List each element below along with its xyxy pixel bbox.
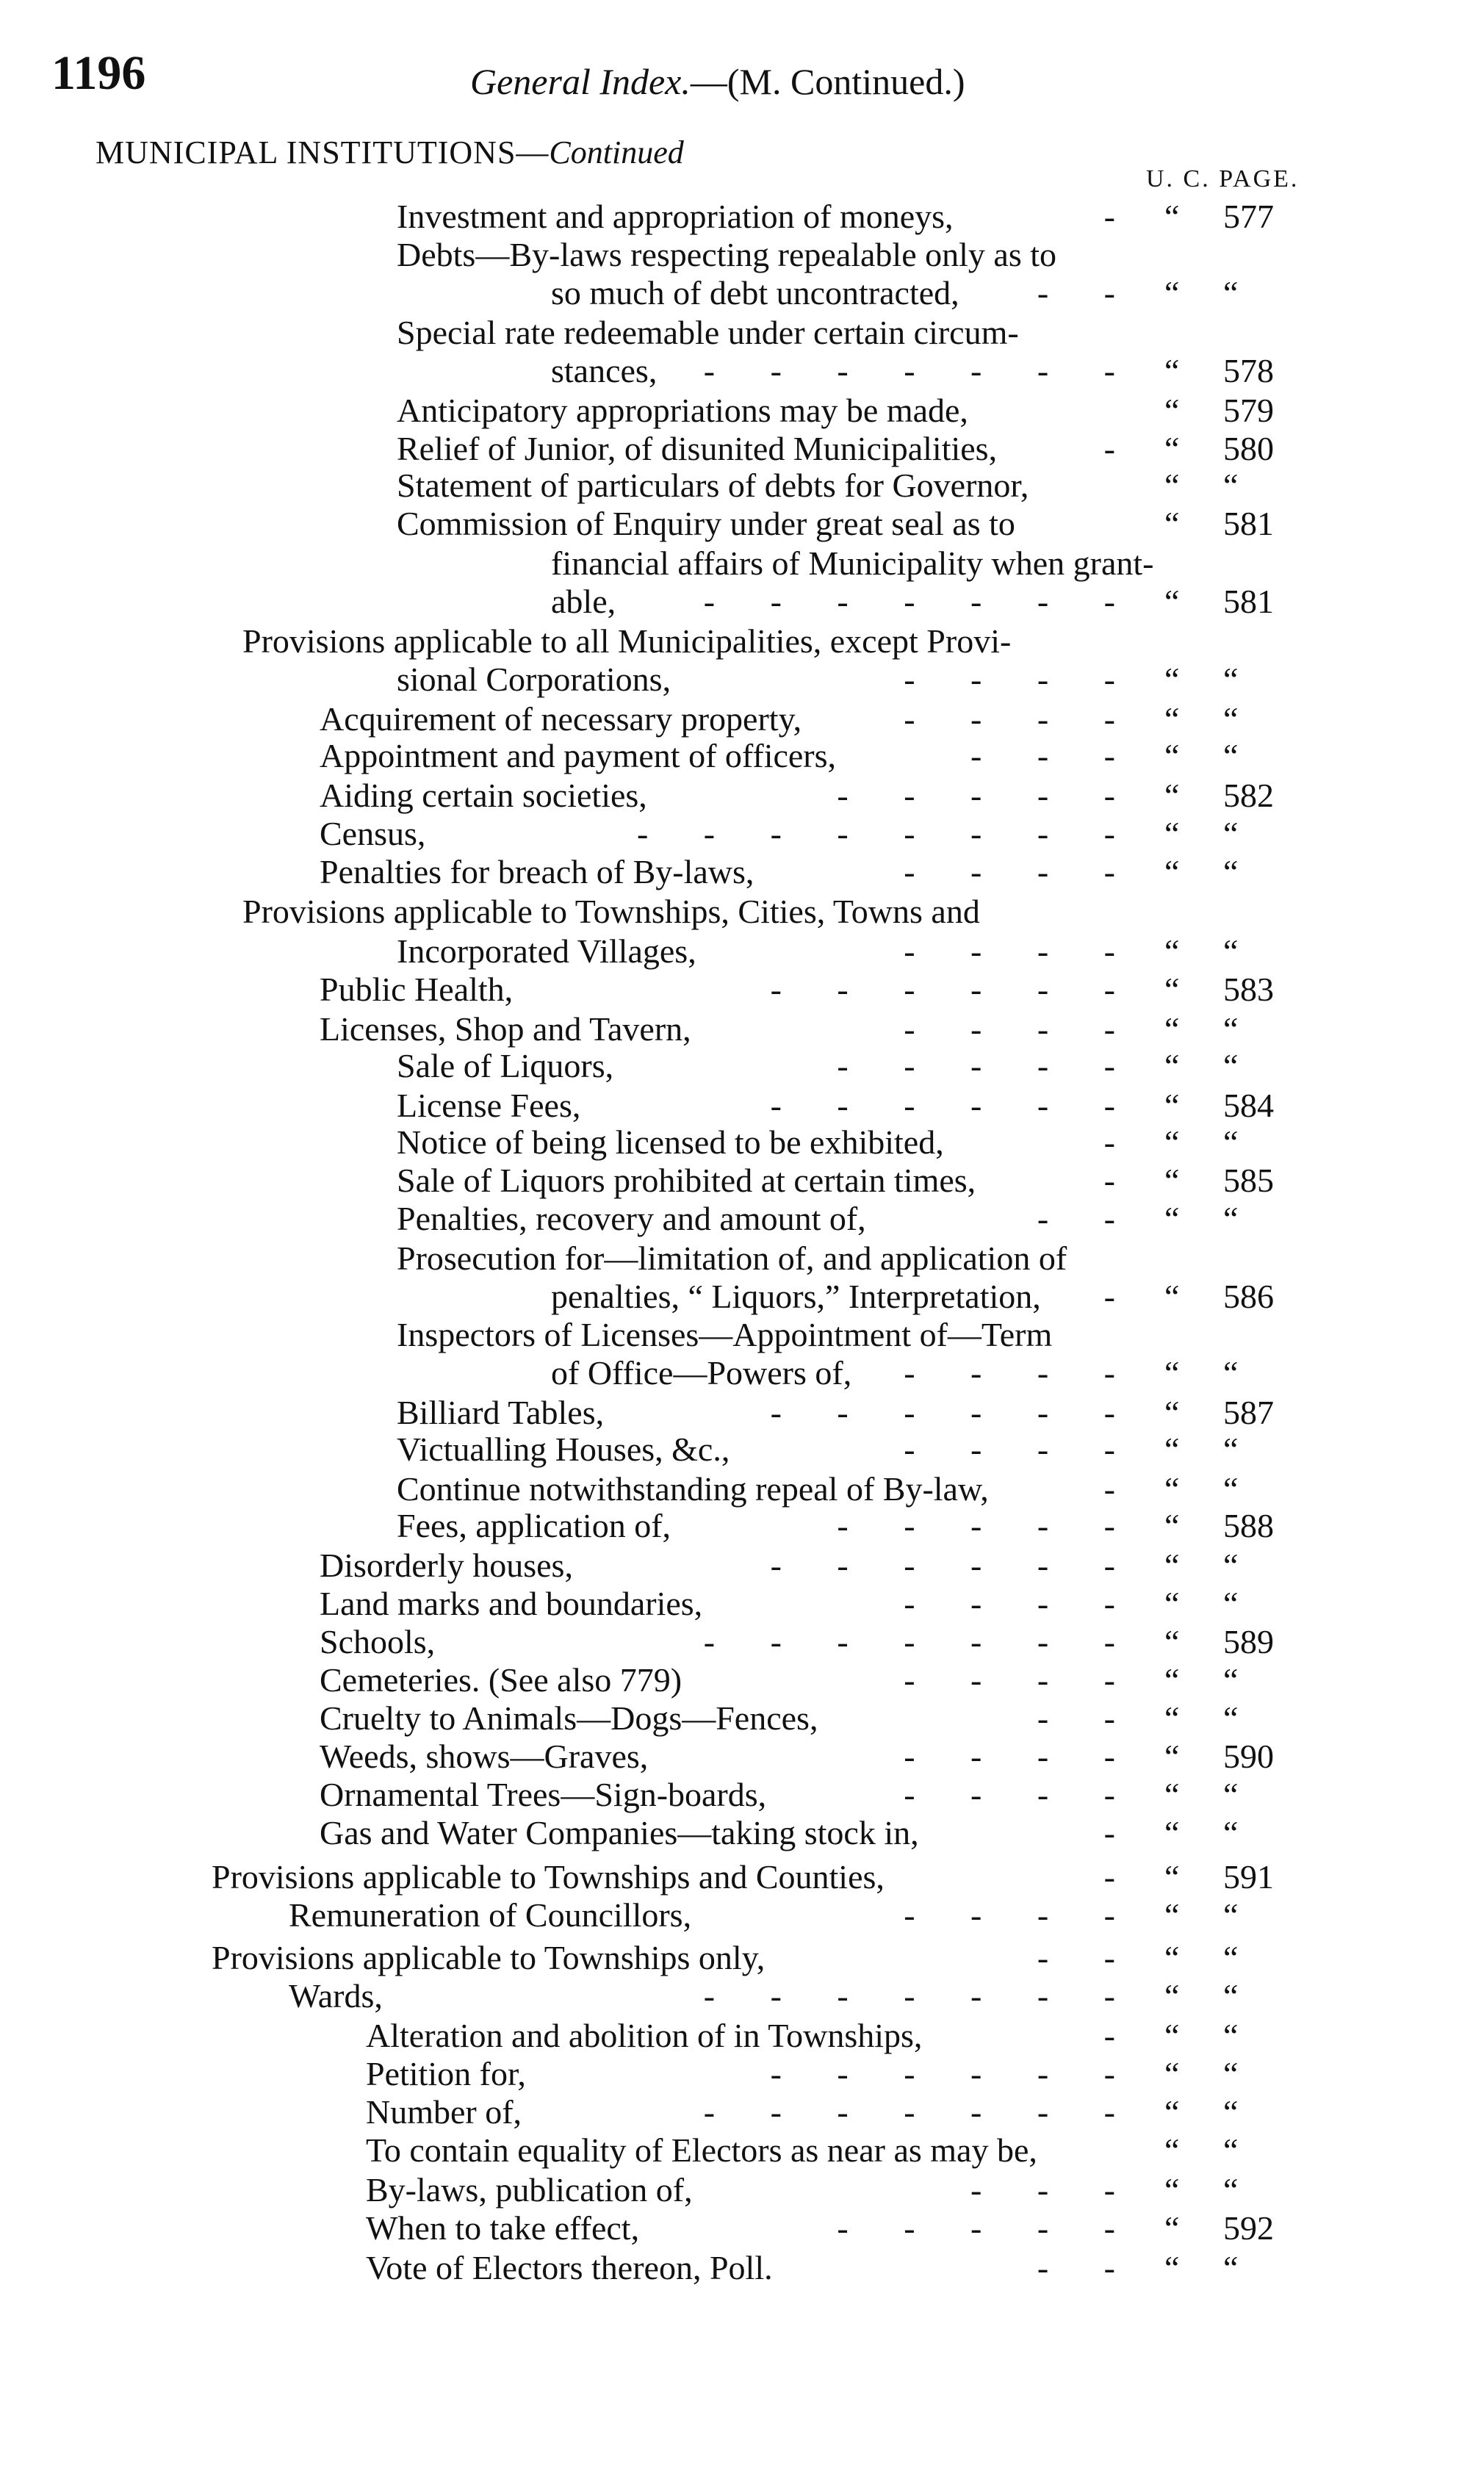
page-reference: 591 xyxy=(1223,1858,1274,1896)
ditto-mark: “ xyxy=(1164,1776,1180,1813)
entry-text: of Office—Powers of, xyxy=(551,1354,852,1392)
ditto-mark: “ xyxy=(1164,1470,1180,1508)
leader-dashes: - - - - - - - xyxy=(703,352,1139,389)
page-reference: 590 xyxy=(1223,1738,1274,1775)
page-reference: “ xyxy=(1223,1814,1239,1851)
page-reference: “ xyxy=(1223,2131,1239,2169)
page-reference: “ xyxy=(1223,932,1239,970)
ditto-mark: “ xyxy=(1164,815,1180,852)
entry-text: Special rate redeemable under certain circum- xyxy=(397,314,1019,351)
entry-text: Billiard Tables, xyxy=(397,1394,605,1431)
index-entry xyxy=(366,2092,1308,2132)
entry-text: By-laws, publication of, xyxy=(366,2171,693,2209)
leader-dashes: - - xyxy=(1037,274,1139,312)
entry-text: To contain equality of Electors as near as may be, xyxy=(366,2131,1037,2169)
index-entry xyxy=(551,273,1308,313)
page-reference: “ xyxy=(1223,853,1239,890)
page-reference: “ xyxy=(1223,815,1239,852)
leader-dashes: - xyxy=(1103,1470,1139,1508)
ditto-mark: “ xyxy=(1164,1123,1180,1161)
leader-dashes: - - xyxy=(1037,1939,1139,1976)
index-entry xyxy=(551,582,1308,622)
entry-text: Provisions applicable to Townships, Cities, Towns and xyxy=(242,893,980,930)
page-reference: “ xyxy=(1223,1010,1239,1048)
entry-text: Licenses, Shop and Tavern, xyxy=(320,1010,691,1048)
page-reference: “ xyxy=(1223,1661,1239,1699)
entry-text: financial affairs of Municipality when grant- xyxy=(551,544,1154,582)
leader-dashes: - - - - - - - xyxy=(703,1623,1139,1660)
ditto-mark: “ xyxy=(1164,1858,1180,1896)
leader-dashes: - - - - xyxy=(904,1661,1139,1699)
index-entry xyxy=(397,197,1308,237)
index-entry xyxy=(320,1584,1308,1624)
ditto-mark: “ xyxy=(1164,2209,1180,2247)
page-reference: “ xyxy=(1223,2249,1239,2286)
entry-text: Provisions applicable to Townships only, xyxy=(212,1939,766,1976)
leader-dashes: - - - - - - xyxy=(770,2055,1139,2092)
ditto-mark: “ xyxy=(1164,777,1180,814)
entry-text: Census, xyxy=(320,815,426,852)
entry-text: Number of, xyxy=(366,2093,522,2131)
page-reference: 584 xyxy=(1223,1087,1274,1124)
leader-dashes: - - - - xyxy=(904,1585,1139,1622)
page-reference: “ xyxy=(1223,700,1239,738)
entry-text: Anticipatory appropriations may be made, xyxy=(397,392,968,429)
page-reference: “ xyxy=(1223,2017,1239,2054)
entry-text: Disorderly houses, xyxy=(320,1547,573,1584)
entry-text: Wards, xyxy=(289,1977,383,2015)
page-reference: “ xyxy=(1223,1977,1239,2015)
index-entry xyxy=(320,776,1308,816)
entry-text: Fees, application of, xyxy=(397,1507,671,1544)
leader-dashes: - - - - - - - - xyxy=(636,815,1139,852)
ditto-mark: “ xyxy=(1164,1814,1180,1851)
ditto-mark: “ xyxy=(1164,2171,1180,2209)
index-entry xyxy=(397,1430,1308,1469)
page-reference: “ xyxy=(1223,1200,1239,1237)
ditto-mark: “ xyxy=(1164,1430,1180,1468)
entry-text: Ornamental Trees—Sign-boards, xyxy=(320,1776,767,1813)
index-entry xyxy=(397,1506,1308,1546)
leader-dashes: - xyxy=(1103,1278,1139,1315)
index-entry xyxy=(320,1775,1308,1815)
index-entry xyxy=(289,1976,1308,2016)
leader-dashes: - xyxy=(1103,1858,1139,1896)
leader-dashes: - - - - xyxy=(904,1776,1139,1813)
page-reference: 587 xyxy=(1223,1394,1274,1431)
page-reference: “ xyxy=(1223,1047,1239,1084)
leader-dashes: - - - - - - - xyxy=(703,2093,1139,2131)
entry-text: Aiding certain societies, xyxy=(320,777,647,814)
page-reference: “ xyxy=(1223,467,1239,504)
leader-dashes: - - - - - xyxy=(837,2209,1139,2247)
ditto-mark: “ xyxy=(1164,660,1180,698)
index-entry xyxy=(289,1896,1308,1935)
index-entry xyxy=(397,932,1308,971)
entry-text: penalties, “ Liquors,” Interpretation, xyxy=(551,1278,1041,1315)
entry-text: Sale of Liquors prohibited at certain times, xyxy=(397,1162,976,1199)
entry-text: License Fees, xyxy=(397,1087,581,1124)
entry-text: Petition for, xyxy=(366,2055,526,2092)
leader-dashes: - - - - xyxy=(904,1896,1139,1934)
page-reference: “ xyxy=(1223,2055,1239,2092)
ditto-mark: “ xyxy=(1164,1162,1180,1199)
entry-text: When to take effect, xyxy=(366,2209,640,2247)
ditto-mark: “ xyxy=(1164,1738,1180,1775)
index-entry xyxy=(397,1199,1308,1239)
page-reference: “ xyxy=(1223,1470,1239,1508)
index-entry xyxy=(320,1699,1308,1738)
index-entry xyxy=(397,1086,1308,1126)
page-reference: 581 xyxy=(1223,505,1274,542)
leader-dashes: - - - - xyxy=(904,853,1139,890)
page-reference: “ xyxy=(1223,2093,1239,2131)
ditto-mark: “ xyxy=(1164,467,1180,504)
leader-dashes: - - - - xyxy=(904,1354,1139,1392)
ditto-mark: “ xyxy=(1164,2093,1180,2131)
leader-dashes: - xyxy=(1103,430,1139,467)
page-reference: 592 xyxy=(1223,2209,1274,2247)
leader-dashes: - - - - - - xyxy=(770,1394,1139,1431)
ditto-mark: “ xyxy=(1164,1699,1180,1737)
page-reference: 578 xyxy=(1223,352,1274,389)
index-entry xyxy=(320,1660,1308,1700)
entry-text: Cruelty to Animals—Dogs—Fences, xyxy=(320,1699,818,1737)
leader-dashes: - - - - - - xyxy=(770,1087,1139,1124)
leader-dashes: - - - - - xyxy=(837,1507,1139,1544)
entry-text: Commission of Enquiry under great seal as to xyxy=(397,505,1015,542)
entry-text: Incorporated Villages, xyxy=(397,932,696,970)
page-title-italic: General Index. xyxy=(470,61,691,102)
ditto-mark: “ xyxy=(1164,2249,1180,2286)
index-entry xyxy=(366,2170,1308,2210)
entry-text: Appointment and payment of officers, xyxy=(320,737,837,774)
page-reference: 585 xyxy=(1223,1162,1274,1199)
index-entry xyxy=(397,1393,1308,1433)
index-entry xyxy=(397,1469,1308,1509)
leader-dashes: - - - - xyxy=(904,932,1139,970)
entry-text: Land marks and boundaries, xyxy=(320,1585,703,1622)
index-entry xyxy=(320,814,1308,854)
leader-dashes: - - - - xyxy=(904,1430,1139,1468)
ditto-mark: “ xyxy=(1164,932,1180,970)
entry-text: able, xyxy=(551,583,616,620)
leader-dashes: - - - xyxy=(970,737,1139,774)
index-entry xyxy=(366,2054,1308,2094)
leader-dashes: - - - - - - - xyxy=(703,1977,1139,2015)
page-title-rest: —(M. Continued.) xyxy=(690,61,965,102)
index-entry xyxy=(397,313,1308,353)
index-entry xyxy=(397,660,1308,699)
entry-text: Statement of particulars of debts for Governor, xyxy=(397,467,1029,504)
index-entry xyxy=(397,1123,1308,1162)
ditto-mark: “ xyxy=(1164,1623,1180,1660)
index-entry xyxy=(551,544,1308,583)
ditto-mark: “ xyxy=(1164,1896,1180,1934)
index-entry xyxy=(320,1546,1308,1585)
index-entry xyxy=(397,391,1308,431)
page-reference: 580 xyxy=(1223,430,1274,467)
ditto-mark: “ xyxy=(1164,392,1180,429)
leader-dashes: - - - - xyxy=(904,1738,1139,1775)
entry-text: Sale of Liquors, xyxy=(397,1047,614,1084)
page-reference: “ xyxy=(1223,737,1239,774)
leader-dashes: - - - - xyxy=(904,1010,1139,1048)
entry-text: stances, xyxy=(551,352,658,389)
index-entry xyxy=(551,1353,1308,1393)
ditto-mark: “ xyxy=(1164,505,1180,542)
ditto-mark: “ xyxy=(1164,583,1180,620)
ditto-mark: “ xyxy=(1164,1507,1180,1544)
index-entry xyxy=(397,1315,1308,1355)
ditto-mark: “ xyxy=(1164,1661,1180,1699)
ditto-mark: “ xyxy=(1164,737,1180,774)
leader-dashes: - - - - - xyxy=(837,1047,1139,1084)
index-entry xyxy=(366,2131,1308,2170)
entry-text: Inspectors of Licenses—Appointment of—Term xyxy=(397,1316,1053,1353)
index-entry xyxy=(397,235,1308,275)
page-reference: 589 xyxy=(1223,1623,1274,1660)
entry-text: Remuneration of Councillors, xyxy=(289,1896,692,1934)
page-reference: 582 xyxy=(1223,777,1274,814)
leader-dashes: - - - - - xyxy=(837,777,1139,814)
leader-dashes: - - - - xyxy=(904,660,1139,698)
entry-text: Prosecution for—limitation of, and application of xyxy=(397,1239,1067,1277)
index-entry xyxy=(242,622,1308,661)
ditto-mark: “ xyxy=(1164,700,1180,738)
entry-text: so much of debt uncontracted, xyxy=(551,274,959,312)
index-entry xyxy=(242,892,1308,932)
entry-text: Weeds, shows—Graves, xyxy=(320,1738,649,1775)
index-entry xyxy=(320,699,1308,739)
index-entry xyxy=(320,970,1308,1009)
ditto-mark: “ xyxy=(1164,1278,1180,1315)
index-entry xyxy=(397,466,1308,505)
index-entry xyxy=(397,1161,1308,1200)
entry-text: Notice of being licensed to be exhibited, xyxy=(397,1123,944,1161)
index-entry xyxy=(212,1857,1308,1897)
column-header: U. C. PAGE. xyxy=(1146,165,1300,192)
page-reference: “ xyxy=(1223,274,1239,312)
leader-dashes: - - - - - - xyxy=(770,1547,1139,1584)
leader-dashes: - xyxy=(1103,1814,1139,1851)
page-reference: “ xyxy=(1223,1430,1239,1468)
entry-text: Gas and Water Companies—taking stock in, xyxy=(320,1814,919,1851)
ditto-mark: “ xyxy=(1164,2131,1180,2169)
ditto-mark: “ xyxy=(1164,1977,1180,2015)
ditto-mark: “ xyxy=(1164,1087,1180,1124)
leader-dashes: - - xyxy=(1037,1200,1139,1237)
page-reference: “ xyxy=(1223,1939,1239,1976)
leader-dashes: - - - - xyxy=(904,700,1139,738)
entry-text: Schools, xyxy=(320,1623,436,1660)
leader-dashes: - - - - - - - xyxy=(703,583,1139,620)
ditto-mark: “ xyxy=(1164,198,1180,235)
index-entry xyxy=(320,1009,1308,1049)
index-entry xyxy=(551,1277,1308,1317)
ditto-mark: “ xyxy=(1164,853,1180,890)
index-entry xyxy=(320,1813,1308,1853)
ditto-mark: “ xyxy=(1164,971,1180,1008)
entry-text: Cemeteries. (See also 779) xyxy=(320,1661,682,1699)
index-entry xyxy=(366,2209,1308,2248)
page-reference: “ xyxy=(1223,1123,1239,1161)
page-reference: “ xyxy=(1223,1896,1239,1934)
leader-dashes: - - xyxy=(1037,2249,1139,2286)
leader-dashes: - - - xyxy=(970,2171,1139,2209)
entry-text: Penalties for breach of By-laws, xyxy=(320,853,754,890)
entry-text: Penalties, recovery and amount of, xyxy=(397,1200,866,1237)
leader-dashes: - xyxy=(1103,2017,1139,2054)
page-reference: “ xyxy=(1223,1699,1239,1737)
ditto-mark: “ xyxy=(1164,2017,1180,2054)
leader-dashes: - xyxy=(1103,198,1139,235)
entry-text: Relief of Junior, of disunited Municipalities, xyxy=(397,430,998,467)
index-entry xyxy=(397,504,1308,544)
page-reference: “ xyxy=(1223,1547,1239,1584)
ditto-mark: “ xyxy=(1164,430,1180,467)
leader-dashes: - xyxy=(1103,1123,1139,1161)
ditto-mark: “ xyxy=(1164,1939,1180,1976)
index-entry xyxy=(212,1938,1308,1978)
index-entry xyxy=(320,852,1308,892)
entry-text: Victualling Houses, &c., xyxy=(397,1430,730,1468)
index-entry xyxy=(551,351,1308,391)
page-number: 1196 xyxy=(51,46,146,100)
section-continued: Continued xyxy=(549,134,684,170)
entry-text: Acquirement of necessary property, xyxy=(320,700,802,738)
leader-dashes: - - - - - - xyxy=(770,971,1139,1008)
entry-text: Provisions applicable to all Municipalities, except Provi- xyxy=(242,622,1012,660)
index-entry xyxy=(397,1239,1308,1278)
entry-text: Alteration and abolition of in Townships, xyxy=(366,2017,923,2054)
ditto-mark: “ xyxy=(1164,1547,1180,1584)
ditto-mark: “ xyxy=(1164,1010,1180,1048)
ditto-mark: “ xyxy=(1164,352,1180,389)
entry-text: Investment and appropriation of moneys, xyxy=(397,198,954,235)
page-reference: 579 xyxy=(1223,392,1274,429)
page-reference: “ xyxy=(1223,2171,1239,2209)
ditto-mark: “ xyxy=(1164,1394,1180,1431)
leader-dashes: - - xyxy=(1037,1699,1139,1737)
ditto-mark: “ xyxy=(1164,1585,1180,1622)
page-reference: 577 xyxy=(1223,198,1274,235)
index-entry xyxy=(320,1622,1308,1662)
page-reference: 583 xyxy=(1223,971,1274,1008)
entry-text: Vote of Electors thereon, Poll. xyxy=(366,2249,773,2286)
index-entry xyxy=(397,429,1308,469)
section-title: MUNICIPAL INSTITUTIONS— xyxy=(96,134,550,170)
page-reference: “ xyxy=(1223,1354,1239,1392)
ditto-mark: “ xyxy=(1164,1047,1180,1084)
page-reference: 588 xyxy=(1223,1507,1274,1544)
page-reference: 586 xyxy=(1223,1278,1274,1315)
entry-text: sional Corporations, xyxy=(397,660,671,698)
leader-dashes: - xyxy=(1103,1162,1139,1199)
index-entry xyxy=(366,2248,1308,2288)
index-entry xyxy=(366,2016,1308,2056)
entry-text: Public Health, xyxy=(320,971,514,1008)
page-reference: “ xyxy=(1223,660,1239,698)
ditto-mark: “ xyxy=(1164,1354,1180,1392)
entry-text: Continue notwithstanding repeal of By-law, xyxy=(397,1470,989,1508)
entry-text: Debts—By-laws respecting repealable only as to xyxy=(397,236,1057,273)
ditto-mark: “ xyxy=(1164,2055,1180,2092)
page-reference: “ xyxy=(1223,1776,1239,1813)
entry-text: Provisions applicable to Townships and Counties, xyxy=(212,1858,885,1896)
ditto-mark: “ xyxy=(1164,1200,1180,1237)
index-entry xyxy=(397,1046,1308,1086)
page-reference: “ xyxy=(1223,1585,1239,1622)
index-entry xyxy=(320,736,1308,776)
page-reference: 581 xyxy=(1223,583,1274,620)
ditto-mark: “ xyxy=(1164,274,1180,312)
index-entry xyxy=(320,1737,1308,1777)
